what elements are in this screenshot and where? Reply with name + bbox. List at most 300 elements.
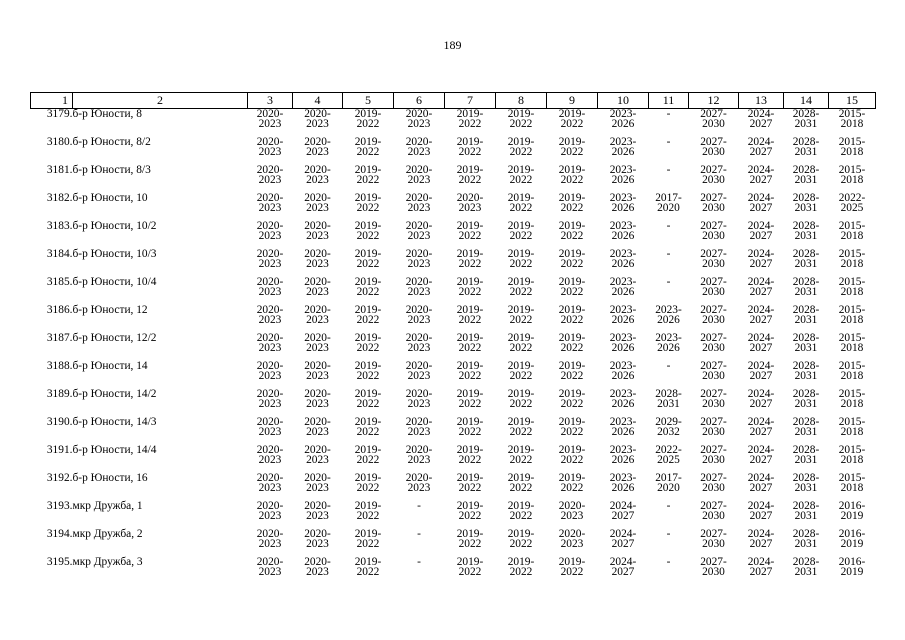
- year-range-cell: [689, 473, 739, 501]
- year-range-text: 2019- 2022: [354, 248, 382, 270]
- column-header: 11: [649, 93, 689, 109]
- table-row: [31, 249, 876, 277]
- year-range-text: 2016- 2019: [838, 528, 866, 550]
- year-range-text: 2029- 2032: [655, 416, 682, 438]
- year-range-text: 2027- 2030: [700, 416, 727, 438]
- year-range-cell: [598, 389, 649, 417]
- year-range-text: 2028- 2031: [792, 556, 820, 578]
- year-range-cell: [547, 445, 598, 473]
- year-range-text: 2019- 2022: [456, 556, 484, 578]
- year-range-text: 2019- 2022: [558, 444, 586, 466]
- year-range-text: 2015- 2018: [838, 136, 866, 158]
- row-number: 3186.: [46, 304, 73, 316]
- table-row: [31, 277, 876, 305]
- year-range-cell: [293, 501, 343, 529]
- year-range-text: 2027- 2030: [700, 136, 727, 158]
- year-range-cell: [649, 333, 689, 361]
- year-range-cell: [649, 193, 689, 221]
- year-range-cell: [739, 557, 784, 585]
- address-cell: мкр Дружба, 3: [72, 556, 143, 568]
- year-range-text: 2019- 2022: [354, 388, 382, 410]
- year-range-text: 2023- 2026: [609, 388, 637, 410]
- year-range-cell: [598, 361, 649, 389]
- address-cell: б-р Юности, 14: [72, 360, 148, 372]
- year-range-text: 2028- 2031: [792, 108, 820, 130]
- year-range-text: -: [417, 556, 421, 568]
- column-header: 6: [394, 93, 445, 109]
- year-range-text: 2028- 2031: [792, 220, 820, 242]
- year-range-text: 2020- 2023: [405, 388, 433, 410]
- year-range-cell: [445, 333, 496, 361]
- year-range-text: 2019- 2022: [456, 360, 484, 382]
- year-range-cell: [739, 473, 784, 501]
- year-range-text: 2024- 2027: [747, 360, 775, 382]
- year-range-cell: [598, 529, 649, 557]
- year-range-cell: [689, 109, 739, 138]
- year-range-cell: [739, 417, 784, 445]
- year-range-text: -: [417, 528, 421, 540]
- year-range-cell: [547, 473, 598, 501]
- year-range-text: 2016- 2019: [838, 500, 866, 522]
- year-range-text: 2024- 2027: [747, 416, 775, 438]
- year-range-text: 2019- 2022: [456, 388, 484, 410]
- year-range-cell: [829, 109, 876, 138]
- year-range-text: 2023- 2026: [609, 248, 637, 270]
- year-range-text: 2019- 2022: [558, 304, 586, 326]
- year-range-cell: [248, 193, 293, 221]
- year-range-cell: [784, 333, 829, 361]
- year-range-cell: [343, 529, 394, 557]
- year-range-text: 2024- 2027: [747, 556, 775, 578]
- year-range-text: 2019- 2022: [507, 332, 535, 354]
- year-range-cell: [445, 361, 496, 389]
- year-range-text: 2023- 2026: [609, 360, 637, 382]
- year-range-cell: [293, 249, 343, 277]
- year-range-cell: [394, 361, 445, 389]
- year-range-cell: [445, 137, 496, 165]
- year-range-text: 2020- 2023: [558, 500, 586, 522]
- address-cell: б-р Юности, 12: [72, 304, 148, 316]
- year-range-text: 2028- 2031: [792, 472, 820, 494]
- year-range-text: 2020- 2023: [256, 528, 284, 550]
- year-range-cell: [739, 305, 784, 333]
- row-number: 3194.: [46, 528, 73, 540]
- address-cell: б-р Юности, 10/3: [72, 248, 157, 260]
- year-range-cell: [248, 277, 293, 305]
- year-range-text: 2017- 2020: [655, 192, 682, 214]
- year-range-text: 2019- 2022: [456, 528, 484, 550]
- year-range-text: 2023- 2026: [609, 304, 637, 326]
- year-range-text: 2017- 2020: [655, 472, 682, 494]
- year-range-cell: [829, 221, 876, 249]
- year-range-text: 2019- 2022: [558, 192, 586, 214]
- row-number: 3184.: [46, 248, 73, 260]
- year-range-text: 2028- 2031: [792, 192, 820, 214]
- year-range-text: 2020- 2023: [405, 108, 433, 130]
- year-range-cell: [394, 501, 445, 529]
- address-cell: б-р Юности, 8/3: [72, 164, 151, 176]
- year-range-text: 2028- 2031: [792, 136, 820, 158]
- year-range-cell: [445, 417, 496, 445]
- year-range-cell: [248, 137, 293, 165]
- year-range-text: 2027- 2030: [700, 500, 727, 522]
- year-range-text: 2019- 2022: [354, 108, 382, 130]
- row-number: 3193.: [46, 500, 73, 512]
- table-row: [31, 389, 876, 417]
- year-range-text: 2024- 2027: [747, 500, 775, 522]
- year-range-text: 2027- 2030: [700, 164, 727, 186]
- year-range-text: 2020- 2023: [304, 248, 331, 270]
- year-range-cell: [547, 221, 598, 249]
- year-range-cell: [496, 221, 547, 249]
- table-row: [31, 193, 876, 221]
- year-range-cell: [649, 361, 689, 389]
- year-range-cell: [689, 529, 739, 557]
- year-range-cell: [829, 193, 876, 221]
- year-range-cell: [394, 249, 445, 277]
- year-range-cell: [784, 445, 829, 473]
- year-range-cell: [496, 137, 547, 165]
- year-range-cell: [547, 529, 598, 557]
- year-range-text: 2019- 2022: [354, 332, 382, 354]
- year-range-text: 2027- 2030: [700, 108, 727, 130]
- year-range-cell: [248, 109, 293, 138]
- year-range-text: 2015- 2018: [838, 332, 866, 354]
- year-range-text: 2020- 2023: [256, 108, 284, 130]
- year-range-text: 2019- 2022: [507, 500, 535, 522]
- year-range-cell: [343, 277, 394, 305]
- year-range-text: 2020- 2023: [405, 332, 433, 354]
- column-header: 14: [784, 93, 829, 109]
- row-number: 3181.: [46, 164, 73, 176]
- year-range-cell: [394, 557, 445, 585]
- year-range-cell: [248, 501, 293, 529]
- year-range-cell: [496, 361, 547, 389]
- year-range-text: 2019- 2022: [507, 416, 535, 438]
- year-range-cell: [649, 137, 689, 165]
- year-range-text: 2027- 2030: [700, 360, 727, 382]
- year-range-text: 2028- 2031: [792, 276, 820, 298]
- year-range-cell: [248, 557, 293, 585]
- year-range-cell: [394, 333, 445, 361]
- year-range-cell: [649, 249, 689, 277]
- row-number: 3180.: [46, 136, 73, 148]
- year-range-text: 2020- 2023: [304, 388, 331, 410]
- year-range-cell: [598, 501, 649, 529]
- year-range-cell: [649, 305, 689, 333]
- year-range-text: 2019- 2022: [507, 192, 535, 214]
- year-range-text: 2023- 2026: [609, 444, 637, 466]
- year-range-cell: [496, 529, 547, 557]
- year-range-cell: [784, 249, 829, 277]
- year-range-cell: [689, 305, 739, 333]
- year-range-cell: [739, 389, 784, 417]
- year-range-text: 2020- 2023: [304, 416, 331, 438]
- year-range-cell: [394, 165, 445, 193]
- year-range-text: 2020- 2023: [256, 556, 284, 578]
- year-range-text: 2019- 2022: [507, 220, 535, 242]
- year-range-text: 2019- 2022: [456, 416, 484, 438]
- row-number: 3182.: [46, 192, 73, 204]
- year-range-cell: [784, 277, 829, 305]
- year-range-cell: [829, 305, 876, 333]
- column-header: 3: [248, 93, 293, 109]
- row-number: 3191.: [46, 444, 73, 456]
- year-range-text: 2028- 2031: [792, 248, 820, 270]
- row-number: 3189.: [46, 388, 73, 400]
- year-range-cell: [248, 389, 293, 417]
- year-range-text: 2015- 2018: [838, 276, 866, 298]
- year-range-cell: [293, 137, 343, 165]
- year-range-text: 2028- 2031: [792, 500, 820, 522]
- table-row: [31, 137, 876, 165]
- year-range-cell: [784, 137, 829, 165]
- year-range-text: 2020- 2023: [405, 164, 433, 186]
- year-range-text: 2020- 2023: [405, 416, 433, 438]
- table-row: [31, 501, 876, 529]
- year-range-cell: [547, 361, 598, 389]
- year-range-cell: [343, 361, 394, 389]
- address-cell: б-р Юности, 16: [72, 472, 148, 484]
- year-range-text: 2019- 2022: [456, 108, 484, 130]
- year-range-text: 2024- 2027: [747, 528, 775, 550]
- address-cell: б-р Юности, 8/2: [72, 136, 151, 148]
- year-range-text: -: [666, 220, 671, 232]
- year-range-text: 2020- 2023: [256, 472, 284, 494]
- year-range-text: 2019- 2022: [354, 500, 382, 522]
- year-range-cell: [343, 221, 394, 249]
- year-range-text: 2024- 2027: [747, 108, 775, 130]
- year-range-cell: [547, 193, 598, 221]
- year-range-cell: [829, 529, 876, 557]
- year-range-text: 2020- 2023: [256, 164, 284, 186]
- year-range-cell: [248, 221, 293, 249]
- year-range-cell: [547, 501, 598, 529]
- year-range-cell: [598, 277, 649, 305]
- year-range-cell: [293, 557, 343, 585]
- address-cell: б-р Юности, 14/3: [72, 416, 157, 428]
- address-cell: мкр Дружба, 2: [72, 528, 143, 540]
- year-range-text: 2019- 2022: [354, 220, 382, 242]
- year-range-cell: [784, 193, 829, 221]
- year-range-text: 2019- 2022: [507, 276, 535, 298]
- year-range-text: 2020- 2023: [405, 304, 433, 326]
- year-range-cell: [689, 417, 739, 445]
- year-range-cell: [784, 473, 829, 501]
- year-range-text: 2019- 2022: [354, 276, 382, 298]
- year-range-text: 2015- 2018: [838, 388, 866, 410]
- year-range-text: 2028- 2031: [792, 304, 820, 326]
- address-cell: б-р Юности, 8: [72, 108, 142, 120]
- year-range-cell: [649, 473, 689, 501]
- year-range-text: 2019- 2022: [558, 164, 586, 186]
- year-range-text: 2020- 2023: [405, 276, 433, 298]
- year-range-cell: [445, 529, 496, 557]
- year-range-cell: [689, 277, 739, 305]
- year-range-cell: [547, 305, 598, 333]
- year-range-text: 2015- 2018: [838, 164, 866, 186]
- year-range-cell: [394, 529, 445, 557]
- address-cell: мкр Дружба, 1: [72, 500, 143, 512]
- year-range-cell: [248, 445, 293, 473]
- year-range-text: 2027- 2030: [700, 248, 727, 270]
- year-range-cell: [343, 501, 394, 529]
- year-range-cell: [598, 473, 649, 501]
- year-range-text: 2019- 2022: [558, 108, 586, 130]
- table-row: [31, 361, 876, 389]
- year-range-text: 2019- 2022: [456, 276, 484, 298]
- year-range-cell: [598, 137, 649, 165]
- year-range-cell: [248, 417, 293, 445]
- year-range-text: 2019- 2022: [558, 332, 586, 354]
- year-range-cell: [394, 109, 445, 138]
- year-range-cell: [293, 333, 343, 361]
- year-range-text: 2023- 2026: [655, 304, 682, 326]
- year-range-text: 2019- 2022: [558, 276, 586, 298]
- year-range-cell: [829, 333, 876, 361]
- year-range-cell: [394, 417, 445, 445]
- year-range-cell: [496, 445, 547, 473]
- year-range-text: 2015- 2018: [838, 220, 866, 242]
- year-range-cell: [829, 277, 876, 305]
- table-row: [31, 165, 876, 193]
- year-range-text: 2020- 2023: [304, 472, 331, 494]
- year-range-cell: [293, 389, 343, 417]
- year-range-cell: [445, 557, 496, 585]
- year-range-text: 2019- 2022: [507, 164, 535, 186]
- year-range-text: 2024- 2027: [747, 332, 775, 354]
- year-range-text: 2019- 2022: [558, 360, 586, 382]
- year-range-cell: [394, 137, 445, 165]
- year-range-text: 2019- 2022: [354, 556, 382, 578]
- year-range-text: 2024- 2027: [747, 136, 775, 158]
- year-range-text: -: [666, 556, 671, 568]
- year-range-cell: [547, 165, 598, 193]
- year-range-cell: [689, 361, 739, 389]
- year-range-cell: [445, 109, 496, 138]
- year-range-cell: [496, 109, 547, 138]
- year-range-cell: [598, 193, 649, 221]
- year-range-cell: [739, 529, 784, 557]
- column-header: 10: [598, 93, 649, 109]
- year-range-text: 2019- 2022: [456, 500, 484, 522]
- row-number: 3192.: [46, 472, 73, 484]
- year-range-text: 2015- 2018: [838, 304, 866, 326]
- year-range-cell: [248, 361, 293, 389]
- table-row: [31, 221, 876, 249]
- year-range-text: 2028- 2031: [792, 416, 820, 438]
- table-row: [31, 557, 876, 585]
- year-range-cell: [293, 305, 343, 333]
- table-body: [31, 109, 876, 586]
- year-range-text: 2020- 2023: [405, 136, 433, 158]
- year-range-cell: [293, 165, 343, 193]
- year-range-text: 2019- 2022: [354, 164, 382, 186]
- schedule-table: [30, 92, 876, 585]
- year-range-text: 2020- 2023: [405, 444, 433, 466]
- year-range-cell: [343, 249, 394, 277]
- year-range-text: 2019- 2022: [354, 528, 382, 550]
- year-range-cell: [829, 249, 876, 277]
- year-range-cell: [739, 165, 784, 193]
- year-range-cell: [689, 193, 739, 221]
- year-range-cell: [496, 305, 547, 333]
- row-number: 3187.: [46, 332, 73, 344]
- year-range-cell: [496, 501, 547, 529]
- year-range-cell: [496, 193, 547, 221]
- year-range-text: 2028- 2031: [792, 528, 820, 550]
- year-range-text: 2019- 2022: [558, 248, 586, 270]
- year-range-cell: [394, 473, 445, 501]
- year-range-cell: [394, 221, 445, 249]
- year-range-cell: [445, 389, 496, 417]
- year-range-cell: [394, 389, 445, 417]
- year-range-text: 2020- 2023: [558, 528, 586, 550]
- year-range-cell: [829, 445, 876, 473]
- year-range-cell: [784, 165, 829, 193]
- year-range-text: 2020- 2023: [256, 444, 284, 466]
- year-range-cell: [598, 109, 649, 138]
- year-range-text: 2020- 2023: [304, 556, 331, 578]
- year-range-cell: [689, 221, 739, 249]
- year-range-text: 2019- 2022: [456, 304, 484, 326]
- year-range-text: 2023- 2026: [609, 136, 637, 158]
- year-range-cell: [343, 333, 394, 361]
- year-range-cell: [496, 473, 547, 501]
- year-range-text: 2020- 2023: [304, 444, 331, 466]
- year-range-cell: [784, 109, 829, 138]
- year-range-text: 2024- 2027: [747, 276, 775, 298]
- year-range-text: 2020- 2023: [405, 192, 433, 214]
- year-range-text: 2027- 2030: [700, 276, 727, 298]
- year-range-cell: [598, 305, 649, 333]
- column-header: 7: [445, 93, 496, 109]
- year-range-text: 2019- 2022: [456, 472, 484, 494]
- year-range-cell: [293, 193, 343, 221]
- year-range-text: 2023- 2026: [609, 220, 637, 242]
- year-range-cell: [248, 473, 293, 501]
- year-range-cell: [829, 389, 876, 417]
- year-range-cell: [547, 557, 598, 585]
- year-range-cell: [547, 137, 598, 165]
- year-range-cell: [739, 193, 784, 221]
- year-range-text: 2019- 2022: [456, 164, 484, 186]
- year-range-text: 2020- 2023: [304, 500, 331, 522]
- year-range-cell: [829, 137, 876, 165]
- row-number: 3179.: [46, 108, 73, 120]
- page-number: 189: [443, 38, 462, 52]
- year-range-cell: [689, 445, 739, 473]
- year-range-text: 2019- 2022: [507, 556, 535, 578]
- year-range-cell: [598, 249, 649, 277]
- row-number: 3188.: [46, 360, 73, 372]
- year-range-text: 2019- 2022: [456, 220, 484, 242]
- year-range-cell: [739, 249, 784, 277]
- year-range-cell: [739, 137, 784, 165]
- year-range-cell: [829, 165, 876, 193]
- year-range-cell: [739, 445, 784, 473]
- year-range-text: 2019- 2022: [507, 248, 535, 270]
- year-range-text: -: [666, 136, 671, 148]
- year-range-text: 2027- 2030: [700, 192, 727, 214]
- column-header: 1: [31, 93, 73, 109]
- year-range-cell: [394, 277, 445, 305]
- year-range-cell: [293, 473, 343, 501]
- year-range-cell: [649, 501, 689, 529]
- year-range-text: 2028- 2031: [792, 388, 820, 410]
- year-range-text: 2023- 2026: [609, 332, 637, 354]
- year-range-cell: [784, 389, 829, 417]
